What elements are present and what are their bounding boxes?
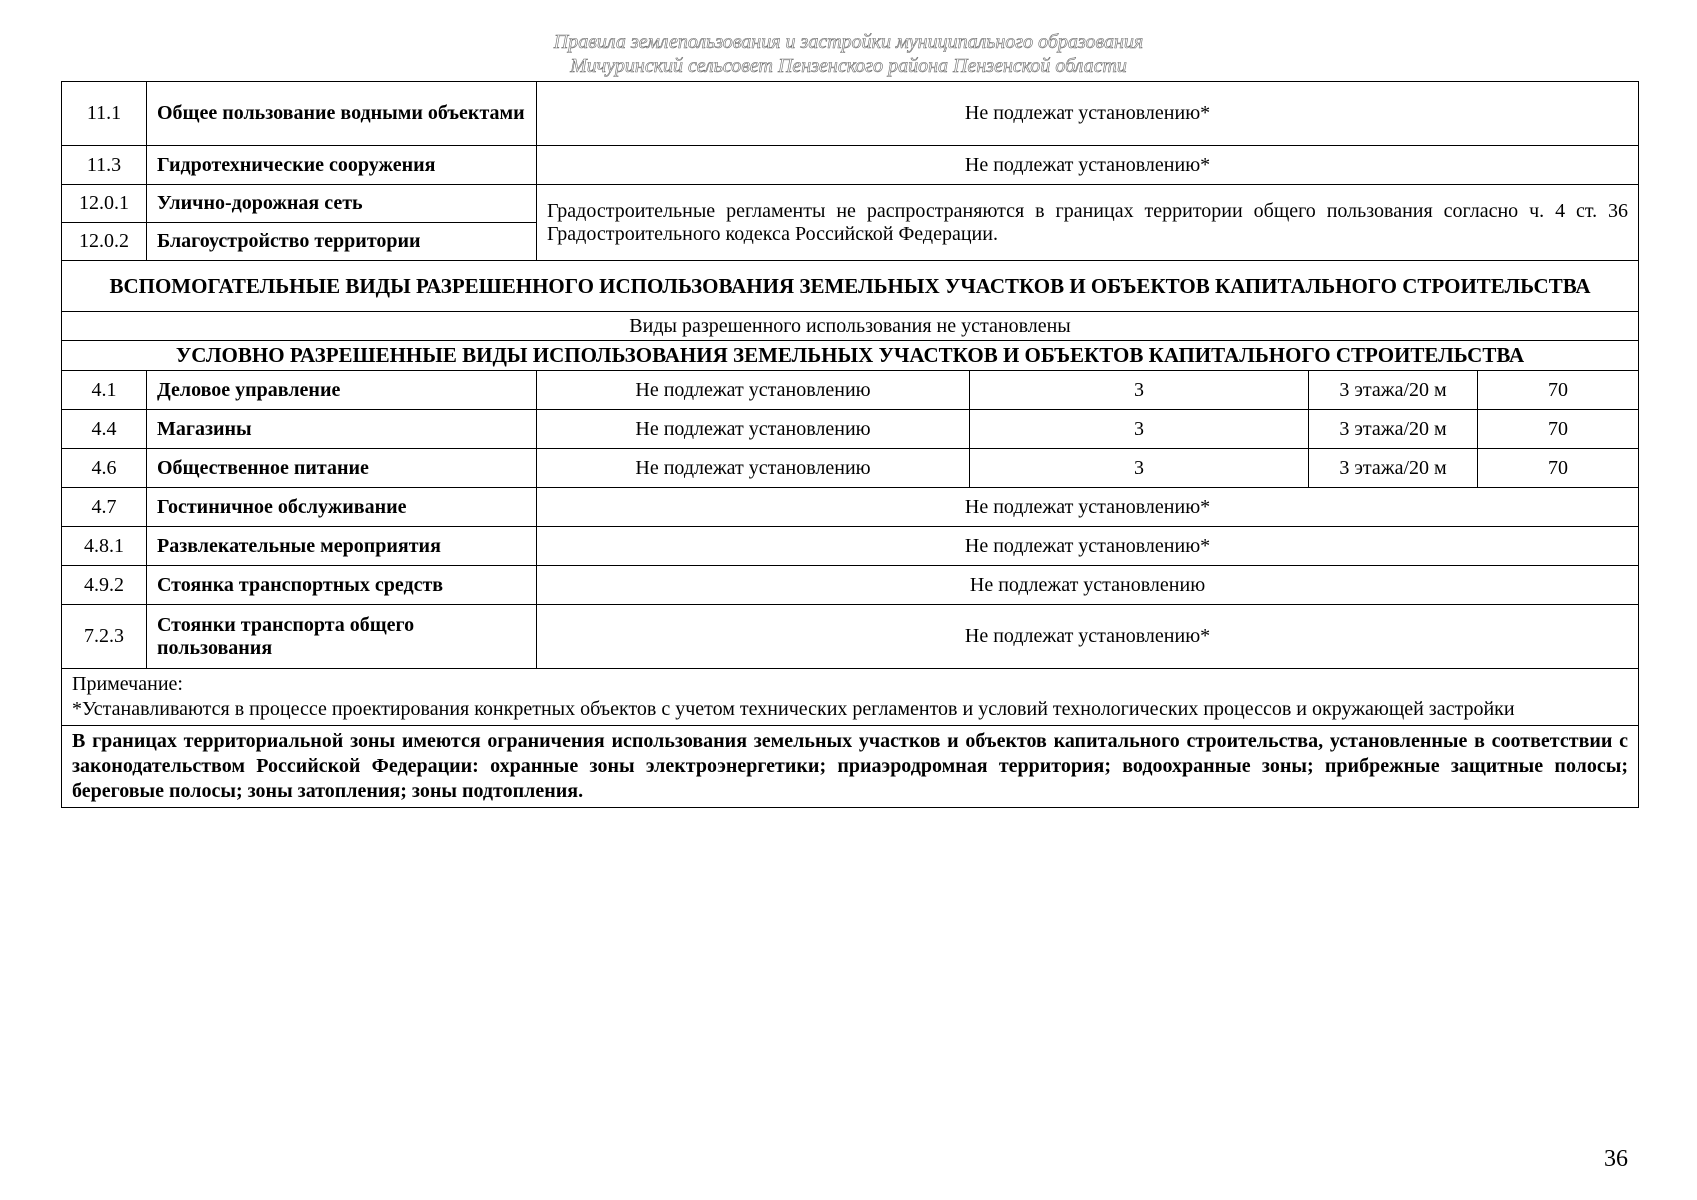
row-setback: 3 [970,410,1309,449]
row-code: 4.7 [62,488,147,527]
table-row [62,371,1639,410]
section-heading-auxiliary: ВСПОМОГАТЕЛЬНЫЕ ВИДЫ РАЗРЕШЕННОГО ИСПОЛЬЗОВАНИЯ ЗЕМЕЛЬНЫХ УЧАСТКОВ И ОБЪЕКТОВ КАПИТАЛЬНОГО СТРОИТЕЛЬСТВА [62,261,1639,312]
auxiliary-none-text: Виды разрешенного использования не установлены [62,312,1639,341]
note-cell [62,669,1639,726]
table-row [62,410,1639,449]
section-row [62,341,1639,371]
row-height: 3 этажа/20 м [1309,371,1478,410]
row-name: Развлекательные мероприятия [147,527,537,566]
row-name: Благоустройство территории [147,223,537,261]
row-name: Гостиничное обслуживание [147,488,537,527]
row-code: 12.0.1 [62,185,147,223]
row-value: Не подлежат установлению* [537,82,1639,146]
row-area: Не подлежат установлению [537,410,970,449]
row-value: Не подлежат установлению* [537,605,1639,669]
row-name: Деловое управление [147,371,537,410]
row-name: Общее пользование водными объектами [147,82,537,146]
table-row [62,146,1639,185]
page-number: 36 [1604,1146,1628,1172]
note-row [62,669,1639,726]
row-code: 4.4 [62,410,147,449]
row-value: Не подлежат установлению* [537,488,1639,527]
row-code: 4.6 [62,449,147,488]
restrictions-row [62,726,1639,808]
table-row [62,605,1639,669]
row-name: Стоянки транспорта общего пользования [147,605,537,669]
row-area: Не подлежат установлению [537,449,970,488]
header-line-1: Правила землепользования и застройки муниципального образования [553,31,1144,53]
row-height: 3 этажа/20 м [1309,410,1478,449]
row-name: Магазины [147,410,537,449]
section-row [62,261,1639,312]
table-row [62,566,1639,605]
row-name: Общественное питание [147,449,537,488]
row-value: Не подлежат установлению [537,566,1639,605]
row-code: 4.1 [62,371,147,410]
row-code: 4.9.2 [62,566,147,605]
row-code: 7.2.3 [62,605,147,669]
table-row [62,488,1639,527]
section-heading-conditional: УСЛОВНО РАЗРЕШЕННЫЕ ВИДЫ ИСПОЛЬЗОВАНИЯ ЗЕМЕЛЬНЫХ УЧАСТКОВ И ОБЪЕКТОВ КАПИТАЛЬНОГО СТРОИТЕЛЬСТВА [62,341,1639,371]
table-row [62,527,1639,566]
table-row [62,82,1639,146]
row-name: Гидротехнические сооружения [147,146,537,185]
row-code: 11.1 [62,82,147,146]
regulations-not-applicable-text: Градостроительные регламенты не распространяются в границах территории общего пользования согласно ч. 4 ст. 36 Градостроительного кодекса Российской Федерации. [537,185,1639,261]
note-title: Примечание: [72,673,183,695]
note-text: *Устанавливаются в процессе проектирования конкретных объектов с учетом технических регламентов и условий технологических процессов и окружающей застройки [72,698,1515,720]
row-code: 12.0.2 [62,223,147,261]
table-row [62,185,1639,223]
row-name: Стоянка транспортных средств [147,566,537,605]
row-coverage: 70 [1478,371,1639,410]
row-height: 3 этажа/20 м [1309,449,1478,488]
row-code: 11.3 [62,146,147,185]
table-row [62,312,1639,341]
page-header [0,30,1697,78]
restrictions-text: В границах территориальной зоны имеются ограничения использования земельных участков и объектов капитального строительства, установленные в соответствии с законодательством Российской Федерации: охранные зоны электроэнергетики; приаэродромная территория; водоохранные зоны; прибрежные защитные полосы; береговые полосы; зоны затопления; зоны подтопления. [62,726,1639,808]
header-line-2: Мичуринский сельсовет Пензенского района Пензенской области [570,55,1127,77]
row-setback: 3 [970,371,1309,410]
row-value: Не подлежат установлению* [537,527,1639,566]
table-row [62,449,1639,488]
row-coverage: 70 [1478,410,1639,449]
row-setback: 3 [970,449,1309,488]
row-value: Не подлежат установлению* [537,146,1639,185]
row-name: Улично-дорожная сеть [147,185,537,223]
regulations-table [61,81,1639,808]
row-code: 4.8.1 [62,527,147,566]
row-coverage: 70 [1478,449,1639,488]
row-area: Не подлежат установлению [537,371,970,410]
